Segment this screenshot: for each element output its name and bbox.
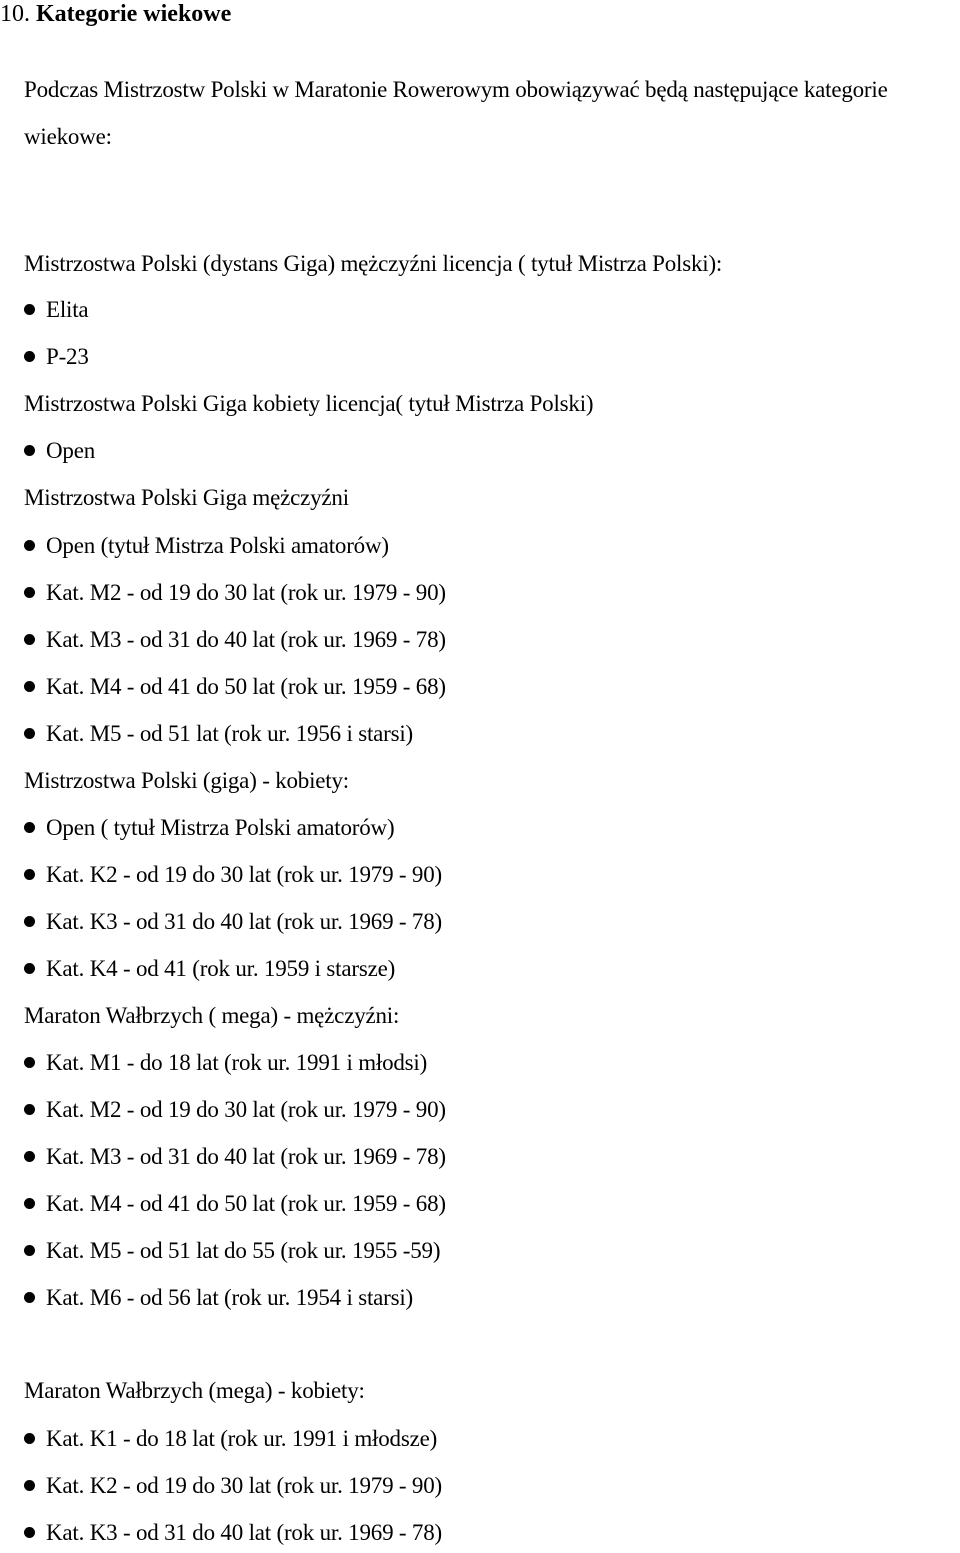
group-heading-text: Maraton Wałbrzych (mega) - kobiety: — [24, 1378, 365, 1403]
bullet-icon — [24, 1151, 35, 1162]
section-title: Kategorie wiekowe — [36, 1, 232, 27]
list-item — [24, 1231, 440, 1271]
list-item — [24, 1513, 442, 1553]
list-item — [24, 573, 446, 613]
list-item — [24, 1184, 446, 1224]
bullet-icon — [24, 728, 35, 739]
group-heading-text: Maraton Wałbrzych ( mega) - mężczyźni: — [24, 1003, 400, 1028]
section-number: 10. — [0, 1, 30, 27]
list-item — [24, 1090, 446, 1130]
list-item — [24, 667, 446, 707]
bullet-icon — [24, 1292, 35, 1303]
bullet-icon — [24, 1433, 35, 1444]
group-heading — [24, 996, 399, 1036]
bullet-icon — [24, 540, 35, 551]
bullet-icon — [24, 1057, 35, 1068]
list-item-text: Kat. M4 - od 41 do 50 lat (rok ur. 1959 - 68) — [46, 674, 446, 699]
list-item — [24, 337, 89, 377]
list-item-text: Kat. M3 - od 31 do 40 lat (rok ur. 1969 - 78) — [46, 1144, 446, 1169]
list-item-text: Kat. K2 - od 19 do 30 lat (rok ur. 1979 - 90) — [46, 1473, 442, 1498]
group-heading-text: Mistrzostwa Polski (dystans Giga) mężczyźni licencja ( tytuł Mistrza Polski): — [24, 251, 723, 276]
list-item — [24, 431, 95, 471]
group-heading-text: Mistrzostwa Polski Giga mężczyźni — [24, 485, 349, 510]
list-item-text: Kat. K2 - od 19 do 30 lat (rok ur. 1979 - 90) — [46, 862, 442, 887]
list-item-text: Kat. M5 - od 51 lat do 55 (rok ur. 1955 -59) — [46, 1238, 441, 1263]
bullet-icon — [24, 869, 35, 880]
list-item — [24, 290, 88, 330]
bullet-icon — [24, 822, 35, 833]
bullet-icon — [24, 916, 35, 927]
list-item-text: Kat. M1 - do 18 lat (rok ur. 1991 i młodsi) — [46, 1050, 428, 1075]
list-item — [24, 1278, 413, 1318]
bullet-icon — [24, 1480, 35, 1491]
bullet-icon — [24, 634, 35, 645]
list-item-text: Kat. K3 - od 31 do 40 lat (rok ur. 1969 - 78) — [46, 1520, 442, 1545]
list-item-text: Kat. M6 - od 56 lat (rok ur. 1954 i starsi) — [46, 1285, 414, 1310]
group-heading — [24, 384, 593, 424]
intro-paragraph: Podczas Mistrzostw Polski w Maratonie Rowerowym obowiązywać będą następujące kategorie wiekowe: — [24, 77, 888, 149]
list-item-text: Kat. M2 - od 19 do 30 lat (rok ur. 1979 - 90) — [46, 1097, 446, 1122]
group-heading — [24, 478, 349, 518]
bullet-icon — [24, 1104, 35, 1115]
list-item-text: Kat. M2 - od 19 do 30 lat (rok ur. 1979 - 90) — [46, 580, 446, 605]
list-item — [24, 526, 389, 566]
bullet-icon — [24, 304, 35, 315]
group-heading — [24, 761, 349, 801]
list-item — [24, 855, 442, 895]
bullet-icon — [24, 1198, 35, 1209]
list-item — [24, 902, 442, 942]
list-item-text: Kat. K1 - do 18 lat (rok ur. 1991 i młodsze) — [46, 1426, 438, 1451]
list-item — [24, 714, 413, 754]
group-heading-text: Mistrzostwa Polski (giga) - kobiety: — [24, 768, 349, 793]
list-item-text: Kat. M3 - od 31 do 40 lat (rok ur. 1969 - 78) — [46, 627, 446, 652]
bullet-icon — [24, 681, 35, 692]
list-item — [24, 1466, 442, 1506]
list-item — [24, 949, 395, 989]
bullet-icon — [24, 587, 35, 598]
bullet-icon — [24, 963, 35, 974]
list-item-text: Open — [46, 438, 96, 463]
section-heading — [0, 0, 231, 28]
group-heading-text: Mistrzostwa Polski Giga kobiety licencja( tytuł Mistrza Polski) — [24, 391, 594, 416]
list-item-text: P-23 — [46, 344, 89, 369]
list-item — [24, 1137, 446, 1177]
list-item — [24, 1419, 437, 1459]
list-item — [24, 808, 394, 848]
list-item-text: Open ( tytuł Mistrza Polski amatorów) — [46, 815, 395, 840]
list-item-text: Kat. K3 - od 31 do 40 lat (rok ur. 1969 - 78) — [46, 909, 442, 934]
list-item-text: Open (tytuł Mistrza Polski amatorów) — [46, 533, 389, 558]
list-item — [24, 620, 446, 660]
list-item-text: Elita — [46, 297, 89, 322]
bullet-icon — [24, 1245, 35, 1256]
group-heading — [24, 1371, 365, 1411]
bullet-icon — [24, 351, 35, 362]
group-heading — [24, 244, 722, 284]
list-item — [24, 1043, 427, 1083]
list-item-text: Kat. M5 - od 51 lat (rok ur. 1956 i starsi) — [46, 721, 414, 746]
bullet-icon — [24, 1527, 35, 1538]
list-item-text: Kat. K4 - od 41 (rok ur. 1959 i starsze) — [46, 956, 396, 981]
list-item-text: Kat. M4 - od 41 do 50 lat (rok ur. 1959 - 68) — [46, 1191, 446, 1216]
bullet-icon — [24, 445, 35, 456]
